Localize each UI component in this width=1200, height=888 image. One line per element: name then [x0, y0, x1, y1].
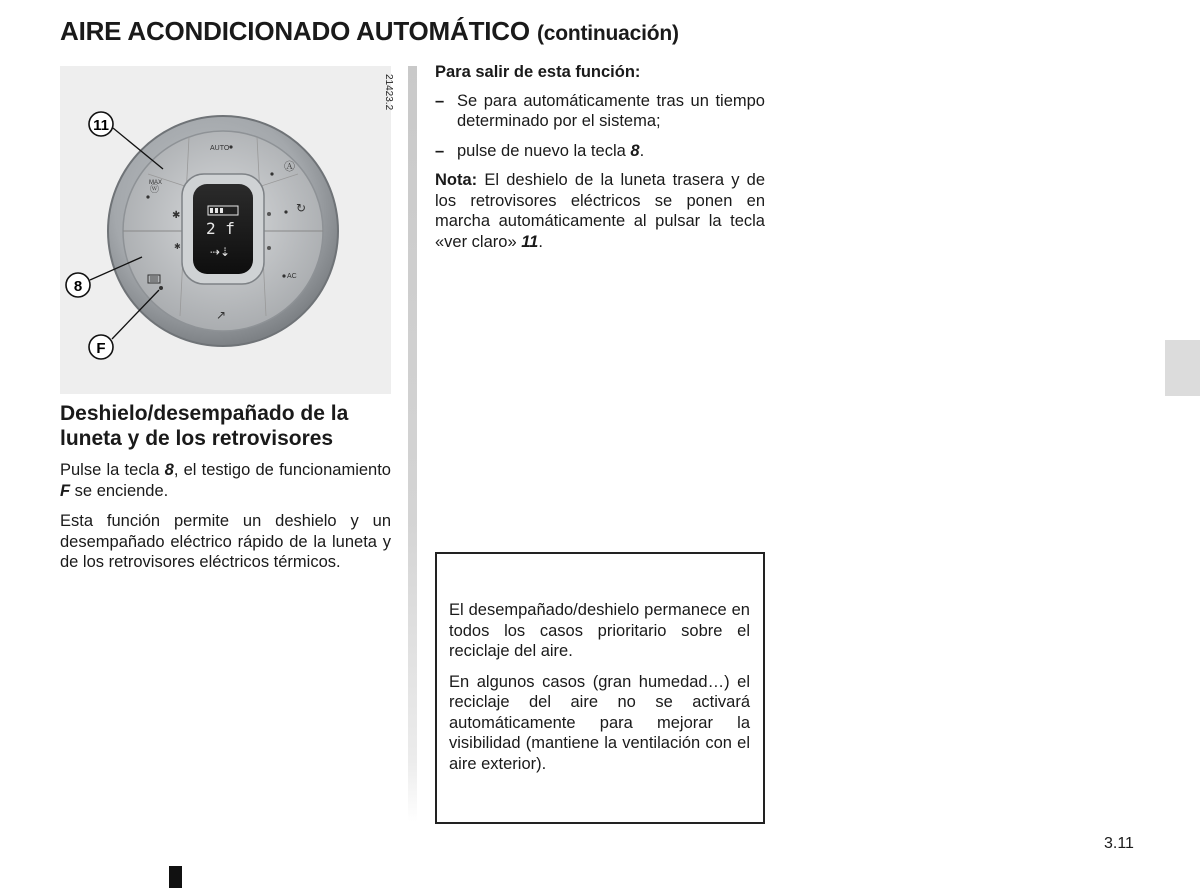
- max-defrost-label: MAX: [149, 180, 163, 186]
- climate-control-figure: [60, 66, 394, 394]
- section-heading: Deshielo/desempañado de la luneta y de los retrovisores: [60, 402, 349, 450]
- right-column-body: [435, 62, 765, 262]
- key-ref-8: 8: [630, 141, 640, 160]
- page-number: 3.11: [1104, 835, 1134, 852]
- led-ref-f: F: [60, 481, 71, 500]
- info-paragraph-1: El desempañado/deshielo permanece en todos los casos prioritario sobre el reciclaje del aire.: [449, 601, 750, 660]
- svg-text:F: F: [96, 340, 106, 357]
- paragraph-function: Esta función permite un deshielo y un desempañado eléctrico rápido de la luneta y de los retrovisores eléctricos térmicos.: [60, 512, 391, 571]
- svg-text:11: 11: [93, 117, 109, 134]
- airflow-icon: ⇢⇣: [210, 245, 231, 259]
- title-suffix: (continuación): [536, 22, 679, 45]
- note-paragraph: Nota: El deshielo de la luneta trasera y de los retrovisores eléctricos se ponen en marcha automáticamente al pulsar la tecla «ver claro» 11.: [435, 171, 765, 251]
- list-item: – Se para automáticamente tras un tiempo determinado por el sistema;: [435, 91, 765, 130]
- title-main: AIRE ACONDICIONADO AUTOMÁTICO: [60, 16, 530, 46]
- svg-text:8: 8: [73, 278, 83, 295]
- paragraph-activate: Pulse la tecla 8, el testigo de funcionamiento F se enciende.: [60, 461, 391, 500]
- key-ref-11: 11: [521, 232, 539, 251]
- recirculation-icon: ↻: [296, 201, 307, 215]
- climate-control-illustration: [60, 66, 394, 394]
- key-ref-8: 8: [164, 461, 174, 479]
- air-distribution-icon: ↗: [216, 308, 227, 322]
- ac-button-label: AC: [287, 273, 297, 280]
- info-paragraph-2: En algunos casos (gran humedad…) el reciclaje del aire no se activará automáticamente para mejorar la visibilidad (mantiene la ventilación con el aire exterior).: [449, 672, 750, 773]
- column-divider: [408, 66, 417, 822]
- exit-heading: Para salir de esta función:: [435, 63, 641, 81]
- windscreen-defrost-icon: ⓦ: [150, 184, 160, 194]
- fan-low-icon: ✱: [174, 242, 181, 251]
- display-temperature: 2 f: [206, 219, 235, 238]
- recirculation-auto-icon: Ⓐ: [284, 161, 295, 173]
- list-item: – pulse de nuevo la tecla 8.: [435, 141, 645, 160]
- chapter-tab: [1165, 340, 1200, 396]
- fan-high-icon: ✱: [172, 210, 181, 221]
- info-box: [435, 552, 765, 824]
- auto-button-label: AUTO: [210, 145, 230, 152]
- indicator-led-f: [159, 286, 163, 290]
- figure-ref-code: 21423.2: [383, 74, 394, 111]
- page-title: [60, 16, 679, 47]
- crop-mark: [169, 866, 182, 888]
- left-column-body: [60, 460, 391, 583]
